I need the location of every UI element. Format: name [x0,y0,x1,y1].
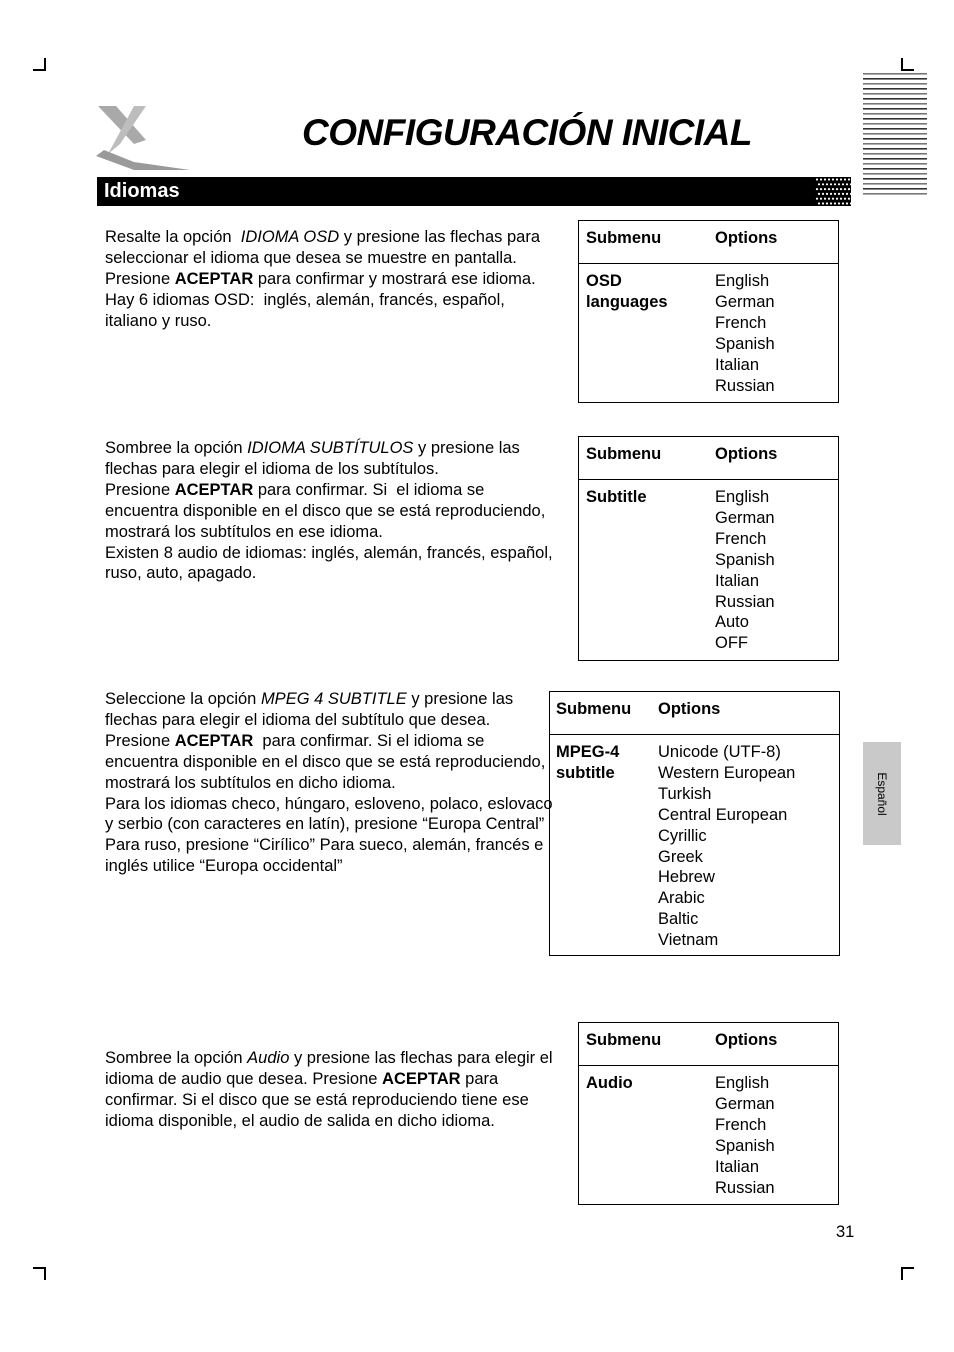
decorative-dot [830,202,832,204]
decorative-dot [848,198,850,200]
section-bar-dots-decoration [815,177,851,206]
stripe-line [863,113,927,115]
header-stripes-decoration [863,72,927,200]
stripe-line [863,188,927,190]
decorative-dot [842,183,844,185]
decorative-dot [820,178,822,180]
option-item: Auto [715,613,749,632]
decorative-dot [832,188,834,190]
stripe-line [863,178,927,180]
decorative-dot [838,193,840,195]
stripe-line [863,143,927,145]
crop-mark-bottom-left [44,1267,46,1280]
decorative-dot [826,193,828,195]
decorative-dot [846,202,848,204]
description-text: Sombree la opción IDIOMA SUBTÍTULOS y presione las flechas para elegir el idioma de los subtítulos. Presione ACEPTAR para confirmar. Si el idioma se encuentra disponible en el disco que se está reproduciendo, mostrará los subtítulos en ese idioma. Existen 8 audio de idiomas: inglés, alemán, francés, español, ruso, auto, apagado. [105,439,553,583]
decorative-dot [816,178,818,180]
option-item: German [715,508,775,527]
decorative-dot [826,183,828,185]
stripe-line [863,88,927,90]
decorative-dot [828,198,830,200]
submenu-column-header: Submenu [586,229,662,247]
decorative-dot [822,202,824,204]
decorative-dot [836,178,838,180]
option-item: English [715,488,770,506]
submenu-name: MPEG-4 subtitle [556,743,620,782]
decorative-dot [818,183,820,185]
submenu-column-header: Submenu [586,445,662,463]
stripe-line [863,78,927,80]
option-item: OFF [715,634,748,653]
decorative-dot [844,198,846,200]
decorative-dot [846,183,848,185]
decorative-dot [850,193,851,195]
side-tab-label: Español [875,771,889,816]
decorative-dot [836,188,838,190]
stripe-line [863,183,927,185]
decorative-dot [830,183,832,185]
mpeg4-subtitle-description [105,689,555,877]
table-header [579,1023,838,1066]
option-item: Italian [715,571,760,590]
option-item: German [715,292,775,311]
audio-language-options-table [578,1022,839,1205]
option-item: French [715,313,767,332]
submenu-name: Subtitle [586,488,647,506]
options-list [658,742,795,951]
options-column-header: Options [715,1031,778,1049]
crop-mark-bottom-right [901,1267,903,1280]
decorative-dot [828,188,830,190]
description-text: Resalte la opción IDIOMA OSD y presione las flechas para seleccionar el idioma que desea se muestre en pantalla. Presione ACEPTAR para confirmar y mostrará ese idioma. Hay 6 idiomas OSD: inglés, alemán, francés, español, italiano y ruso. [105,228,541,330]
decorative-dot [818,193,820,195]
decorative-dot [832,198,834,200]
decorative-dot [840,188,842,190]
options-column-header: Options [715,445,778,463]
decorative-dot [836,198,838,200]
decorative-dot [822,183,824,185]
decorative-dot [834,193,836,195]
option-item: French [715,1115,767,1134]
option-item: Spanish [715,550,775,569]
decorative-dot [848,178,850,180]
options-list [715,487,775,654]
decorative-dot [832,178,834,180]
decorative-dot [834,202,836,204]
option-item: German [715,1094,775,1113]
decorative-dot [838,183,840,185]
decorative-dot [824,188,826,190]
decorative-dot [816,188,818,190]
option-item: Cyrillic [658,826,707,845]
option-item: Spanish [715,334,775,353]
stripe-line [863,108,927,110]
stripe-line [863,173,927,175]
stripe-line [863,148,927,150]
options-column-header: Options [715,229,778,247]
submenu-column-header: Submenu [586,1031,662,1049]
x-logo-icon [94,104,194,174]
decorative-dot [838,202,840,204]
decorative-dot [844,178,846,180]
stripe-line [863,193,927,195]
subtitle-language-options-table [578,436,839,661]
option-item: Baltic [658,910,699,929]
description-text: Sombree la opción Audio y presione las flechas para elegir el idioma de audio que desea. Presione ACEPTAR para confirmar. Si el disco que se está reproduciendo tiene ese idioma disponible, el audio de salida en dicho idioma. [105,1049,553,1130]
decorative-dot [820,198,822,200]
language-side-tab [863,742,901,845]
decorative-dot [842,202,844,204]
decorative-dot [824,198,826,200]
option-item: Russian [715,376,775,395]
option-item: Vietnam [658,931,719,950]
option-item: Unicode (UTF-8) [658,743,781,761]
stripe-line [863,138,927,140]
stripe-line [863,153,927,155]
decorative-dot [830,193,832,195]
submenu-name: Audio [586,1074,633,1092]
decorative-dot [816,198,818,200]
option-item: French [715,529,767,548]
decorative-dot [826,202,828,204]
decorative-dot [844,188,846,190]
section-title: Idiomas [104,180,180,202]
decorative-dot [846,193,848,195]
option-item: Italian [715,355,760,374]
submenu-name: OSD languages [586,272,668,311]
stripe-line [863,118,927,120]
options-list [715,271,775,396]
stripe-line [863,168,927,170]
stripe-line [863,103,927,105]
option-item: Russian [715,1178,775,1197]
decorative-dot [824,178,826,180]
decorative-dot [818,202,820,204]
option-item: Turkish [658,784,712,803]
stripe-line [863,163,927,165]
option-item: Hebrew [658,868,715,887]
stripe-line [863,123,927,125]
option-item: English [715,272,770,290]
decorative-dot [828,178,830,180]
page-title: CONFIGURACIÓN INICIAL [302,112,752,153]
page-number: 31 [836,1223,855,1241]
stripe-line [863,158,927,160]
table-header [579,221,838,264]
decorative-dot [820,188,822,190]
option-item: Western European [658,763,796,782]
crop-mark-top-right [901,69,914,71]
mpeg4-subtitle-options-table [549,691,840,956]
audio-language-description [105,1048,555,1132]
option-item: Greek [658,847,703,866]
decorative-dot [842,193,844,195]
subtitle-language-description [105,438,555,584]
crop-mark-top-left [33,69,46,71]
options-column-header: Options [658,700,721,718]
stripe-line [863,128,927,130]
decorative-dot [850,183,851,185]
stripe-line [863,98,927,100]
description-text: Seleccione la opción MPEG 4 SUBTITLE y presione las flechas para elegir el idioma del subtítulo que desea. Presione ACEPTAR para confirmar. Si el idioma se encuentra disponible en el disco que se está reproduciendo, mostrará los subtítulos en dicho idioma. Para los idiomas checo, húngaro, esloveno, polaco, eslovaco y serbio (con caracteres en latín), presione “Europa Central” Para ruso, presione “Cirílico” Para sueco, alemán, francés e inglés utilice “Europa occidental” [105,690,553,876]
decorative-dot [850,202,851,204]
stripe-line [863,93,927,95]
option-item: Arabic [658,889,705,908]
table-header [550,692,839,735]
decorative-dot [840,198,842,200]
stripe-line [863,133,927,135]
submenu-column-header: Submenu [556,700,632,718]
osd-language-description [105,227,555,332]
option-item: English [715,1074,770,1092]
option-item: Central European [658,805,788,824]
section-header-bar [97,177,851,206]
table-header [579,437,838,480]
stripe-line [863,73,927,75]
option-item: Italian [715,1157,760,1176]
decorative-dot [840,178,842,180]
decorative-dot [834,183,836,185]
decorative-dot [822,193,824,195]
option-item: Spanish [715,1136,775,1155]
options-list [715,1073,775,1198]
osd-language-options-table [578,220,839,403]
decorative-dot [848,188,850,190]
stripe-line [863,83,927,85]
option-item: Russian [715,592,775,611]
